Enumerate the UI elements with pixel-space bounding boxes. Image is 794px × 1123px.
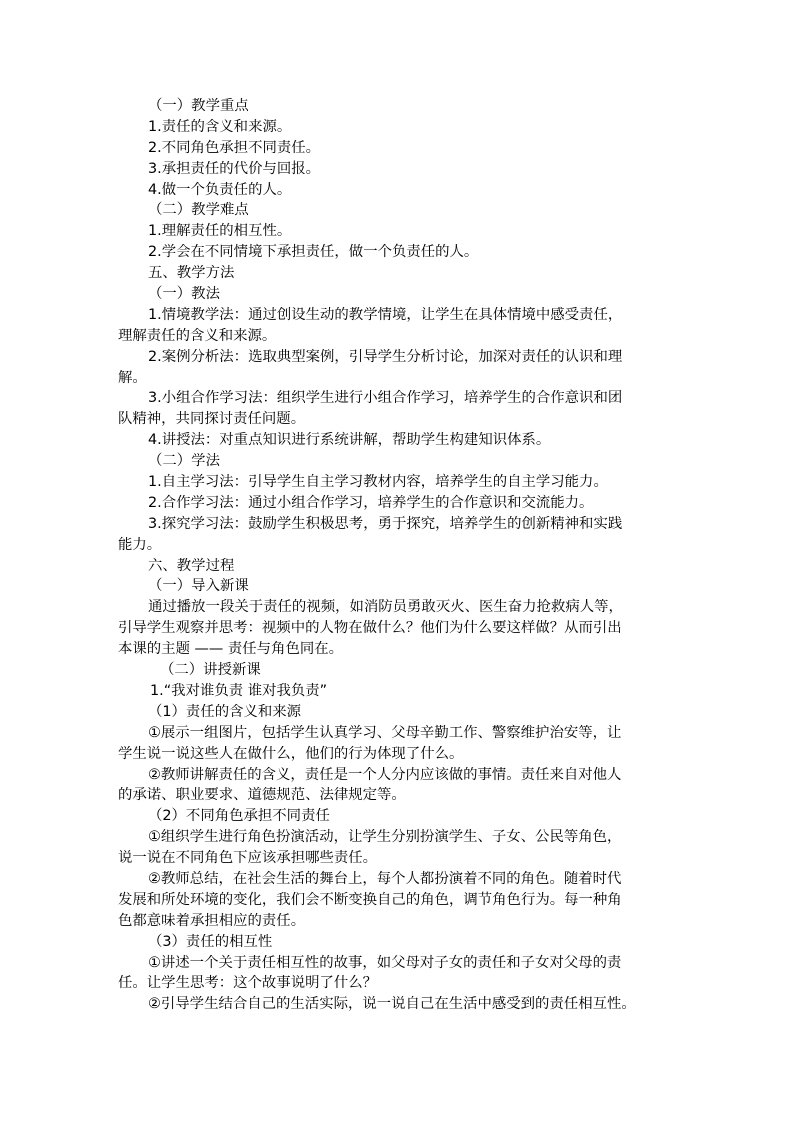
text-line: 2.不同角色承担不同责任。 [148,139,321,156]
text-line: 的承诺、职业要求、道德规范、法律规定等。 [118,787,406,804]
text-line: 1.情境教学法：通过创设生动的教学情境，让学生在具体情境中感受责任， [148,306,623,323]
text-line: 2.学会在不同情境下承担责任，做一个负责任的人。 [148,244,479,261]
text-line: 能力。 [118,536,162,553]
text-line: ①展示一组图片，包括学生认真学习、父母辛勤工作、警察维护治安等，让 [148,724,622,741]
text-line: 发展和所处环境的变化，我们会不断变换自己的角色，调节角色行为。每一种角 [118,891,622,908]
text-line: 2.案例分析法：选取典型案例，引导学生分析讨论，加深对责任的认识和理 [148,348,623,365]
text-line: 五、教学方法 [148,265,235,282]
text-line: ②教师讲解责任的含义，责任是一个人分内应该做的事情。责任来自对他人 [148,766,622,783]
text-line: 任。让学生思考：这个故事说明了什么？ [118,975,378,992]
text-line: ①讲述一个关于责任相互性的故事，如父母对子女的责任和子女对父母的责 [148,954,622,971]
text-line: 3.探究学习法：鼓励学生积极思考，勇于探究，培养学生的创新精神和实践 [148,515,623,532]
text-line: 2.合作学习法：通过小组合作学习，培养学生的合作意识和交流能力。 [148,494,594,511]
text-line: （二）讲授新课 [160,662,261,679]
document-page [118,96,684,1015]
text-line: 说一说在不同角色下应该承担哪些责任。 [118,850,378,867]
text-line: 1.自主学习法：引导学生自主学习教材内容，培养学生的自主学习能力。 [148,474,608,491]
text-line: 理解责任的含义和来源。 [118,327,277,344]
text-line: （3）责任的相互性 [148,933,273,950]
text-line: ②引导学生结合自己的生活实际，说一说自己在生活中感受到的责任相互性。 [148,996,636,1013]
text-line: （一）教学重点 [148,98,249,114]
text-line: （二）教学难点 [148,202,249,219]
text-line: 学生说一说这些人在做什么，他们的行为体现了什么。 [118,745,464,762]
text-line: 队精神，共同探讨责任问题。 [118,411,306,428]
text-line: 引导学生观察并思考：视频中的人物在做什么？他们为什么要这样做？从而引出 [118,620,622,637]
text-line: （一）导入新课 [148,578,249,595]
text-line: 4.讲授法：对重点知识进行系统讲解，帮助学生构建知识体系。 [148,432,551,449]
text-line: 色都意味着承担相应的责任。 [118,912,306,929]
text-line: 1.“我对谁负责 谁对我负责” [150,682,328,699]
text-line: （2）不同角色承担不同责任 [148,808,330,825]
text-line: 本课的主题 —— 责任与角色同在。 [118,641,344,658]
text-line: 3.承担责任的代价与回报。 [148,160,321,177]
text-line: 通过播放一段关于责任的视频，如消防员勇敢灭火、医生奋力抢救病人等， [148,599,623,616]
text-line: 解。 [118,369,147,386]
text-line: 1.理解责任的相互性。 [148,223,292,240]
text-line: 六、教学过程 [148,557,235,574]
text-line: 4.做一个负责任的人。 [148,181,292,198]
text-line: （一）教法 [148,286,220,303]
text-line: （二）学法 [148,453,220,470]
text-line: 1.责任的含义和来源。 [148,118,292,135]
text-line: ①组织学生进行角色扮演活动，让学生分别扮演学生、子女、公民等角色， [148,829,622,846]
text-line: 3.小组合作学习法：组织学生进行小组合作学习，培养学生的合作意识和团 [148,390,623,407]
text-line: ②教师总结，在社会生活的舞台上，每个人都扮演着不同的角色。随着时代 [148,870,622,887]
text-line: （1）责任的含义和来源 [148,703,302,720]
